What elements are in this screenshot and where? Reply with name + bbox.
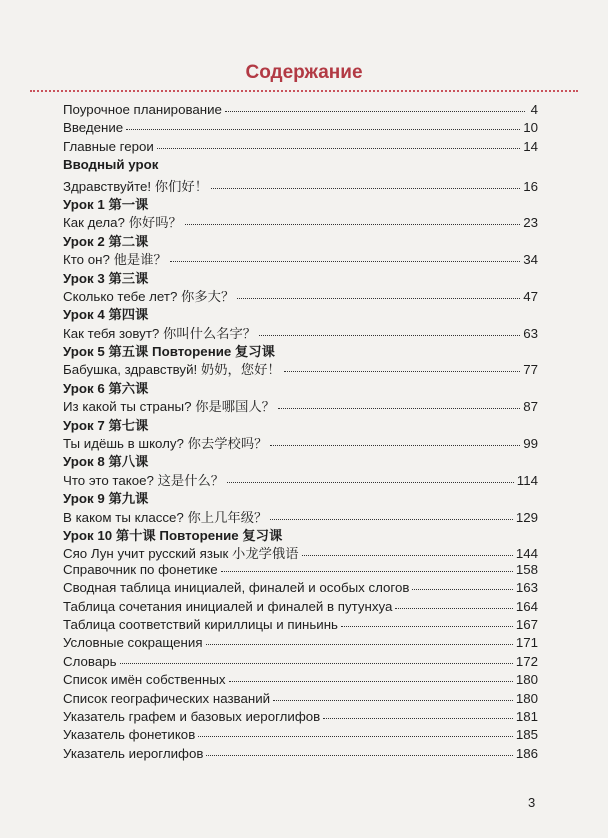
toc-page-number: 163 (515, 580, 538, 596)
dot-leader (206, 754, 512, 756)
dot-leader (273, 699, 513, 701)
toc-label: Поурочное планирование (63, 102, 222, 117)
toc-line (63, 139, 538, 157)
toc-label: Список географических названий (63, 690, 271, 706)
dot-leader (284, 370, 521, 372)
toc-section-heading (63, 231, 538, 249)
dot-leader (211, 187, 520, 189)
toc-label: Как тебя зовут? 你叫什么名字？ (63, 325, 257, 341)
toc-label: Урок 3 第三课 (63, 270, 149, 286)
toc-label: Введение (63, 120, 124, 136)
toc-line (63, 691, 538, 709)
toc-entry (63, 304, 538, 341)
toc-line (63, 359, 538, 377)
dot-leader (227, 481, 514, 483)
dot-leader (120, 662, 513, 664)
toc-entry (63, 231, 538, 268)
dot-leader (341, 625, 513, 627)
toc-entry (63, 157, 538, 194)
toc-page-number: 167 (515, 616, 538, 632)
toc-section-heading (63, 451, 538, 469)
toc-entry (63, 102, 538, 120)
toc-page-number: 34 (523, 252, 538, 268)
toc-line (63, 507, 538, 525)
toc-line (63, 727, 538, 745)
toc-label: Урок 2 第二课 (63, 233, 149, 249)
toc-line (63, 746, 538, 764)
toc-entry (63, 580, 538, 598)
toc-label: Что это такое? 这是什么？ (63, 472, 225, 488)
toc-label: Указатель иероглифов (63, 745, 204, 761)
table-of-contents (63, 102, 538, 764)
toc-section-heading (63, 378, 538, 396)
dot-leader (323, 717, 513, 719)
toc-section-heading (63, 415, 538, 433)
dot-leader (157, 147, 520, 149)
toc-page-number: 63 (523, 325, 538, 341)
toc-line (63, 102, 538, 120)
toc-label: Урок 4 第四课 (63, 307, 149, 323)
toc-page-number: 144 (515, 546, 538, 562)
toc-entry (63, 654, 538, 672)
dot-leader (237, 297, 520, 299)
toc-page-number: 47 (523, 288, 538, 304)
toc-entry (63, 727, 538, 745)
toc-page-number: 16 (523, 178, 538, 194)
toc-entry (63, 562, 538, 580)
toc-page-number: 14 (523, 138, 538, 154)
toc-entry (63, 599, 538, 617)
toc-label: Урок 6 第六课 (63, 380, 149, 396)
toc-line (63, 543, 538, 561)
toc-label: Урок 7 第七课 (63, 417, 149, 433)
toc-page-number: 129 (515, 509, 538, 525)
toc-page-number: 10 (523, 120, 538, 136)
toc-label: Как дела? 你好吗？ (63, 215, 182, 231)
dot-leader (302, 554, 513, 556)
toc-section-heading (63, 304, 538, 322)
toc-section-heading (63, 488, 538, 506)
toc-line (63, 470, 538, 488)
toc-page-number: 171 (515, 635, 538, 651)
toc-entry (63, 139, 538, 157)
toc-page-number: 185 (515, 727, 538, 743)
toc-entry (63, 617, 538, 635)
dot-leader (270, 518, 513, 520)
toc-line (63, 249, 538, 267)
toc-line (63, 286, 538, 304)
dot-leader (221, 570, 513, 572)
page-title: Содержание (245, 62, 363, 83)
toc-entry (63, 525, 538, 562)
toc-label: Таблица сочетания инициалей и финалей в путунхуа (63, 598, 393, 614)
toc-label: Сводная таблица инициалей, финалей и особых слогов (63, 580, 410, 596)
toc-label: Бабушка, здравствуй! 奶奶，您好！ (63, 362, 281, 378)
toc-page-number: 180 (515, 690, 538, 706)
dot-leader (126, 128, 520, 130)
toc-line (63, 396, 538, 414)
toc-entry (63, 451, 538, 488)
toc-section-heading (63, 341, 538, 359)
dot-leader (270, 444, 520, 446)
toc-page-number: 4 (530, 102, 538, 117)
toc-label: Кто он? 他是谁？ (63, 252, 167, 268)
toc-line (63, 562, 538, 580)
toc-label: Главные герои (63, 138, 154, 154)
title-divider (30, 90, 578, 92)
toc-line (63, 672, 538, 690)
toc-label: Список имён собственных (63, 672, 226, 688)
toc-entry (63, 709, 538, 727)
toc-label: Урок 5 第五课 Повторение 复习课 (63, 344, 275, 360)
toc-section-heading (63, 525, 538, 543)
toc-entry (63, 746, 538, 764)
toc-page-number: 87 (523, 399, 538, 415)
toc-label: Сяо Лун учит русский язык 小龙学俄语 (63, 546, 299, 562)
toc-label: Справочник по фонетике (63, 561, 218, 577)
toc-page-number: 99 (523, 436, 538, 452)
toc-label: Урок 1 第一课 (63, 196, 149, 212)
toc-line (63, 323, 538, 341)
page-number: 3 (528, 795, 536, 810)
dot-leader (198, 735, 513, 737)
toc-page-number: 181 (515, 708, 538, 724)
toc-label: Здравствуйте! 你们好！ (63, 178, 208, 194)
dot-leader (412, 588, 512, 590)
toc-entry (63, 635, 538, 653)
dot-leader (229, 680, 513, 682)
toc-label: Урок 9 第九课 (63, 491, 149, 507)
toc-entry (63, 488, 538, 525)
dot-leader (225, 110, 525, 112)
toc-line (63, 617, 538, 635)
dot-leader (395, 607, 512, 609)
toc-section-heading (63, 268, 538, 286)
toc-line (63, 120, 538, 138)
toc-label: Вводный урок (63, 157, 159, 173)
toc-label: Словарь (63, 653, 117, 669)
toc-label: Ты идёшь в школу? 你去学校吗？ (63, 436, 268, 452)
toc-page-number: 158 (515, 561, 538, 577)
toc-entry (63, 194, 538, 231)
toc-section-heading (63, 194, 538, 212)
toc-label: Указатель графем и базовых иероглифов (63, 708, 321, 724)
toc-entry (63, 415, 538, 452)
toc-page-number: 186 (515, 745, 538, 761)
toc-label: Из какой ты страны? 你是哪国人？ (63, 399, 275, 415)
toc-section-heading (63, 157, 538, 175)
toc-entry (63, 120, 538, 138)
toc-entry (63, 268, 538, 305)
toc-line (63, 709, 538, 727)
toc-entry (63, 378, 538, 415)
toc-line (63, 635, 538, 653)
dot-leader (185, 223, 520, 225)
toc-entry (63, 672, 538, 690)
toc-label: В каком ты классе? 你上几年级？ (63, 509, 268, 525)
toc-line (63, 433, 538, 451)
dot-leader (278, 407, 520, 409)
toc-page-number: 172 (515, 653, 538, 669)
toc-entry (63, 691, 538, 709)
dot-leader (170, 260, 520, 262)
toc-page-number: 164 (515, 598, 538, 614)
toc-page-number: 77 (523, 362, 538, 378)
toc-line (63, 176, 538, 194)
toc-page-number: 23 (523, 215, 538, 231)
toc-line (63, 599, 538, 617)
toc-label: Урок 8 第八课 (63, 454, 149, 470)
toc-label: Таблица соответствий кириллицы и пиньинь (63, 616, 338, 632)
toc-line (63, 580, 538, 598)
toc-page-number: 180 (515, 672, 538, 688)
toc-line (63, 212, 538, 230)
toc-label: Сколько тебе лет? 你多大？ (63, 288, 235, 304)
dot-leader (206, 643, 513, 645)
toc-label: Урок 10 第十课 Повторение 复习课 (63, 527, 283, 543)
dot-leader (259, 334, 520, 336)
toc-label: Условные сокращения (63, 635, 203, 651)
toc-line (63, 654, 538, 672)
toc-entry (63, 341, 538, 378)
toc-label: Указатель фонетиков (63, 727, 196, 743)
toc-page-number: 114 (516, 472, 538, 488)
